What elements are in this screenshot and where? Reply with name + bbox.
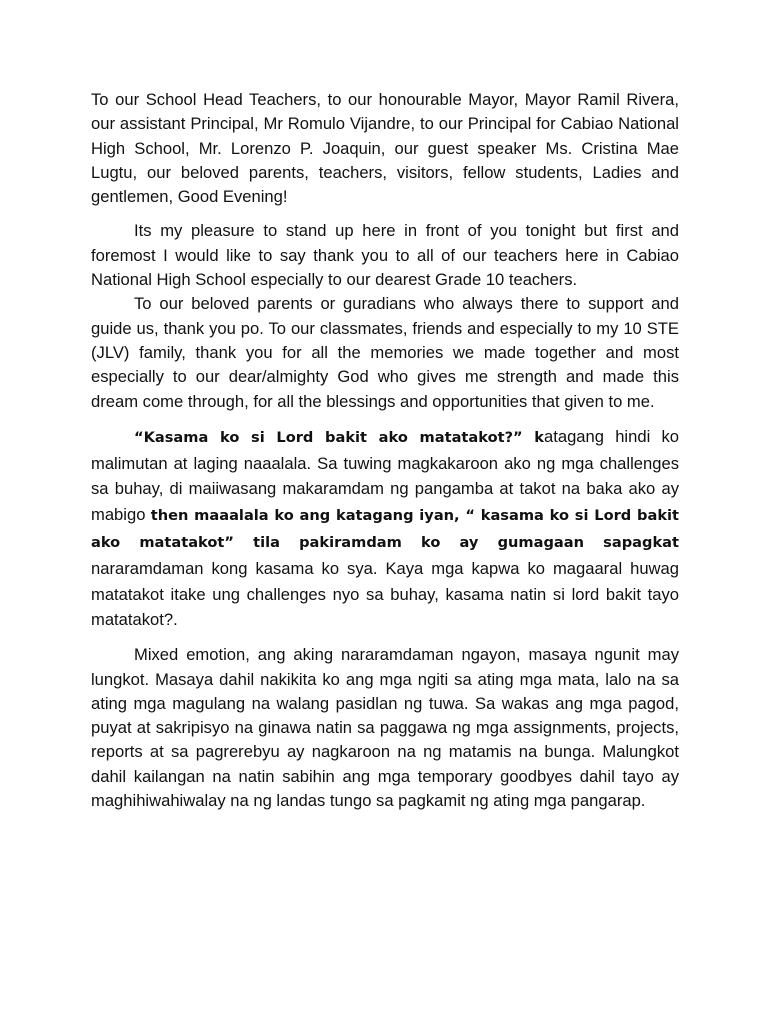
kasama-bold-2: then maaalala ko ang katagang iyan, “ kasama ko si Lord bakit ako matatakot” tila pakiramdam ko ay gumagaan sapagkat bbox=[91, 507, 679, 552]
kasama-text-1: atagang hindi ko malimutan at laging naaalala. Sa tuwing magkakaroon ako ng mga challenges sa buhay, di maiiwasang makaramdam ng pangamba at takot na baka ako ay mabigo bbox=[91, 426, 679, 525]
kasama-text-2: nararamdaman kong kasama ko sya. Kaya mga kapwa ko magaaral huwag matatakot itake ung challenges nyo sa buhay, kasama natin si lord bakit tayo matatakot?. bbox=[91, 558, 679, 630]
paragraph-pleasure: Its my pleasure to stand up here in front of you tonight but first and foremost I would like to say thank you to all of our teachers here in Cabiao National High School especially to our dearest Grade 10 teachers. bbox=[91, 221, 679, 290]
paragraph-kasama bbox=[91, 424, 679, 633]
paragraph-parents: To our beloved parents or guradians who always there to support and guide us, thank you po. To our classmates, friends and especially to my 10 STE (JLV) family, thank you for all the memories we made together and most especially to our dear/almighty God who gives me strength and made this dream come through, for all the blessings and opportunities that given to me. bbox=[91, 294, 679, 411]
kasama-quote-bold: “Kasama ko si Lord bakit ako matatakot?” k bbox=[134, 428, 545, 446]
speech-document bbox=[91, 88, 679, 813]
paragraph-mixed: Mixed emotion, ang aking nararamdaman ngayon, masaya ngunit may lungkot. Masaya dahil nakikita ko ang mga ngiti sa ating mga mata, lalo na sa ating mga magulang na walang pasidlan ng tuwa. Sa wakas ang mga pagod, puyat at sakripisyo na ginawa natin sa paggawa ng mga assignments, projects, reports at sa pagrerebyu ay nagkaroon na ng matamis na bunga. Malungkot dahil kailangan na natin sabihin ang mga temporary goodbyes dahil tayo ay maghihiwahiwalay na ng landas tungo sa pagkamit ng ating mga pangarap. bbox=[91, 645, 679, 811]
paragraph-greeting: To our School Head Teachers, to our honourable Mayor, Mayor Ramil Rivera, our assistant Principal, Mr Romulo Vijandre, to our Principal for Cabiao National High School, Mr. Lorenzo P. Joaquin, our guest speaker Ms. Cristina Mae Lugtu, our beloved parents, teachers, visitors, fellow students, Ladies and gentlemen, Good Evening! bbox=[91, 90, 679, 207]
